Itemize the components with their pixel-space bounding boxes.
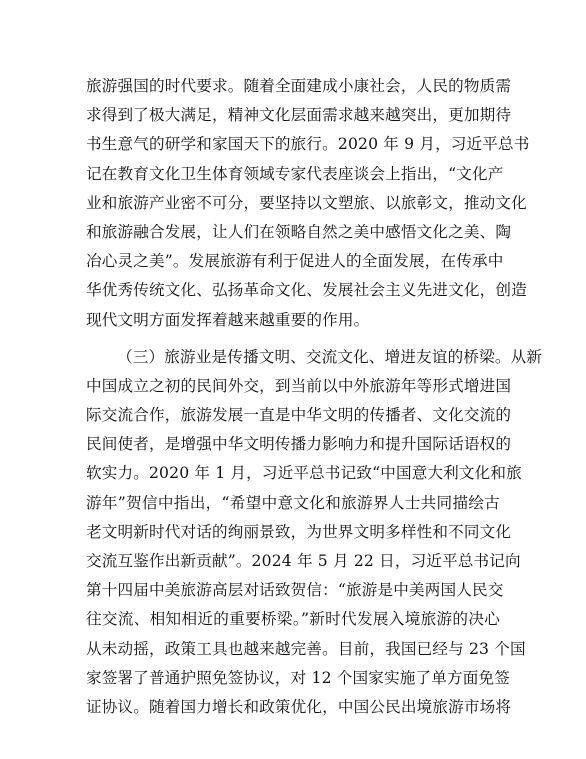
text-line: 证协议。随着国力增长和政策优化，中国公民出境旅游市场将 <box>86 697 512 716</box>
text-line: 家签署了普通护照免签协议，对 12 个国家实施了单方面免签 <box>86 668 510 687</box>
text-line: （三）旅游业是传播文明、交流文化、增进友谊的桥梁。从新 <box>117 347 543 366</box>
text-line: 中国成立之初的民间外交，到当前以中外旅游年等形式增进国 <box>86 376 512 395</box>
text-line: 交流互鉴作出新贡献”。2024 年 5 月 22 日，习近平总书记向 <box>86 552 521 570</box>
text-line: 华优秀传统文化、弘扬革命文化、发展社会主义先进文化，创造 <box>86 281 527 300</box>
text-line: 第十四届中美旅游高层对话致贺信：“旅游是中美两国人民交 <box>86 581 504 600</box>
text-line: 老文明新时代对话的绚丽景致，为世界文明多样性和不同文化 <box>86 522 512 541</box>
text-line: 书生意气的研学和家国天下的旅行。2020 年 9 月，习近平总书 <box>86 135 530 154</box>
text-line: 软实力。2020 年 1 月，习近平总书记致“中国意大利文化和旅 <box>86 464 522 483</box>
text-line: 求得到了极大满足，精神文化层面需求越来越突出，更加期待 <box>86 106 512 125</box>
text-line: 游年”贺信中指出，“希望中意文化和旅游界人士共同描绘古 <box>86 493 500 512</box>
text-line: 和旅游融合发展，让人们在领略自然之美中感悟文化之美、陶 <box>86 222 512 241</box>
text-line: 业和旅游产业密不可分，要坚持以文塑旅、以旅彰文，推动文化 <box>86 193 527 212</box>
paragraph-spacer <box>86 335 500 343</box>
text-line: 旅游强国的时代要求。随着全面建成小康社会，人民的物质需 <box>86 77 512 95</box>
text-line: 民间使者，是增强中华文明传播力影响力和提升国际话语权的 <box>86 435 512 454</box>
text-line: 际交流合作，旅游发展一直是中华文明的传播者、文化交流的 <box>86 406 512 425</box>
text-line: 记在教育文化卫生体育领域专家代表座谈会上指出，“文化产 <box>86 164 504 183</box>
paragraph-2 <box>86 343 543 722</box>
text-line: 从未动摇，政策工具也越来越完善。目前，我国已经与 23 个国 <box>86 639 526 658</box>
text-line: 现代文明方面发挥着越来越重要的作用。 <box>86 310 370 329</box>
text-line: 冶心灵之美”。发展旅游有利于促进人的全面发展，在传承中 <box>86 252 504 271</box>
text-line: 往交流、相知相近的重要桥梁。”新时代发展入境旅游的决心 <box>86 610 500 629</box>
document-body <box>86 72 543 722</box>
paragraph-1 <box>86 72 530 335</box>
